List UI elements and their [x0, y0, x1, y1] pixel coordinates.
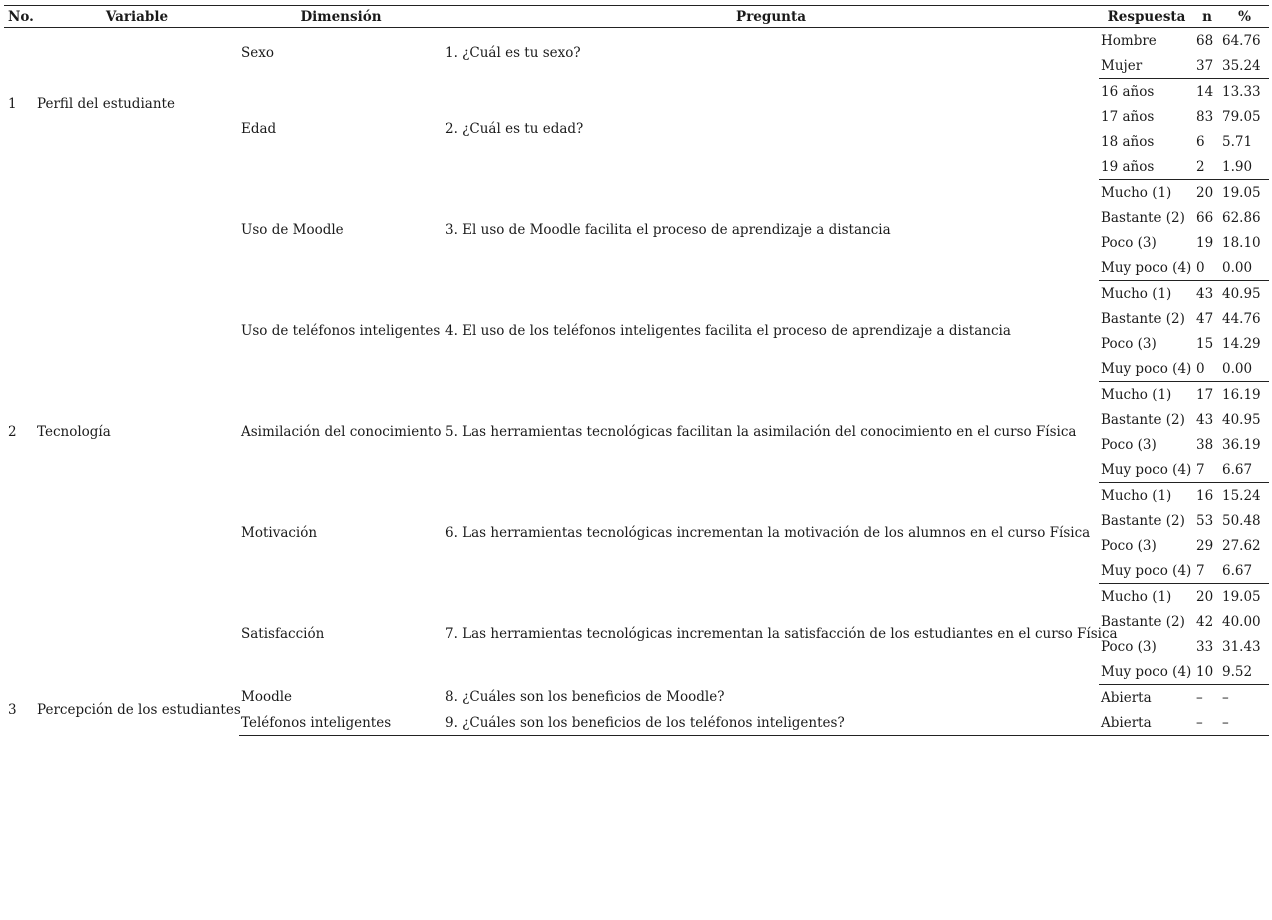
response-percent: 36.19: [1222, 436, 1261, 453]
response-label: Muy poco (4): [1099, 659, 1194, 685]
response-count: 20: [1196, 588, 1214, 605]
header-response: Respuesta: [1099, 6, 1194, 28]
response-percent: 44.76: [1222, 310, 1261, 327]
response-label: 18 años: [1101, 133, 1155, 150]
response-percent: 18.10: [1222, 234, 1261, 251]
response-label: Mucho (1): [1101, 184, 1172, 201]
response-label: Poco (3): [1101, 537, 1157, 554]
question-text: 7. Las herramientas tecnológicas incrementan la satisfacción de los estudiantes en el curso Física: [445, 626, 1118, 642]
question-text: 5. Las herramientas tecnológicas facilitan la asimilación del conocimiento en el curso Física: [445, 424, 1077, 440]
response-count: 33: [1196, 638, 1214, 655]
variable-name: Tecnología: [37, 424, 111, 440]
variable-number: 1: [8, 95, 17, 112]
response-count: 43: [1196, 285, 1214, 302]
response-count: 15: [1196, 335, 1214, 352]
response-percent: 6.67: [1220, 457, 1269, 483]
response-percent: 27.62: [1222, 537, 1261, 554]
dimension-name: Uso de teléfonos inteligentes: [241, 323, 441, 339]
response-count: 66: [1196, 209, 1214, 226]
dimension-name: Sexo: [241, 45, 274, 62]
header-dimension: Dimensión: [239, 6, 443, 28]
response-percent: –: [1222, 689, 1229, 706]
response-percent: 1.90: [1220, 154, 1269, 180]
table-header: [4, 6, 1269, 28]
dimension-name: Motivación: [241, 525, 318, 541]
response-label: Mucho (1): [1101, 285, 1172, 302]
response-percent: 16.19: [1222, 386, 1261, 403]
response-label: Muy poco (4): [1099, 457, 1194, 483]
response-count: 0: [1194, 255, 1220, 281]
question-text: 3. El uso de Moodle facilita el proceso de aprendizaje a distancia: [445, 222, 891, 238]
response-label: 17 años: [1101, 108, 1155, 125]
table-row: [4, 28, 1269, 54]
header-no: No.: [4, 6, 35, 28]
response-label: Muy poco (4): [1099, 558, 1194, 584]
response-count: 68: [1196, 32, 1214, 49]
dimension-name: Teléfonos inteligentes: [239, 710, 443, 736]
response-label: Mucho (1): [1101, 588, 1172, 605]
response-percent: 19.05: [1222, 588, 1261, 605]
response-percent: 0.00: [1220, 255, 1269, 281]
response-label: Poco (3): [1101, 335, 1157, 352]
table-row: [4, 685, 1269, 711]
header-variable: Variable: [35, 6, 239, 28]
response-count: 42: [1196, 613, 1214, 630]
response-count: –: [1194, 710, 1220, 736]
question-text: 6. Las herramientas tecnológicas incrementan la motivación de los alumnos en el curso Física: [445, 525, 1091, 541]
response-label: Mucho (1): [1101, 386, 1172, 403]
response-percent: 64.76: [1222, 32, 1261, 49]
response-label: Bastante (2): [1101, 411, 1185, 428]
question-text: 8. ¿Cuáles son los beneficios de Moodle?: [445, 689, 725, 706]
header-pct: %: [1220, 6, 1269, 28]
response-label: Muy poco (4): [1099, 255, 1194, 281]
response-percent: 9.52: [1220, 659, 1269, 685]
response-percent: 6.67: [1220, 558, 1269, 584]
dimension-name: Satisfacción: [241, 626, 325, 642]
response-count: –: [1196, 689, 1203, 706]
response-count: 10: [1194, 659, 1220, 685]
question-text: 4. El uso de los teléfonos inteligentes facilita el proceso de aprendizaje a distancia: [445, 323, 1011, 339]
response-count: 38: [1196, 436, 1214, 453]
response-label: Bastante (2): [1101, 512, 1185, 529]
response-percent: 50.48: [1222, 512, 1261, 529]
response-percent: 40.00: [1222, 613, 1261, 630]
response-count: 16: [1196, 487, 1214, 504]
response-percent: 40.95: [1222, 411, 1261, 428]
response-label: 16 años: [1101, 83, 1155, 100]
response-count: 83: [1196, 108, 1214, 125]
response-label: Abierta: [1101, 689, 1152, 706]
dimension-name: Asimilación del conocimiento: [241, 424, 442, 440]
response-label: Mujer: [1099, 53, 1194, 79]
response-label: Bastante (2): [1101, 310, 1185, 327]
response-label: Bastante (2): [1101, 209, 1185, 226]
response-label: Poco (3): [1101, 436, 1157, 453]
response-percent: 62.86: [1222, 209, 1261, 226]
response-count: 17: [1196, 386, 1214, 403]
response-label: Poco (3): [1101, 234, 1157, 251]
response-label: Hombre: [1101, 32, 1157, 49]
response-label: Bastante (2): [1101, 613, 1185, 630]
response-count: 47: [1196, 310, 1214, 327]
question-text: 1. ¿Cuál es tu sexo?: [445, 45, 581, 62]
response-count: 53: [1196, 512, 1214, 529]
variable-name: Perfil del estudiante: [37, 95, 175, 112]
question-text: 2. ¿Cuál es tu edad?: [445, 121, 584, 137]
dimension-name: Uso de Moodle: [241, 222, 344, 238]
response-count: 2: [1194, 154, 1220, 180]
response-percent: 79.05: [1222, 108, 1261, 125]
survey-table: [4, 5, 1269, 736]
response-label: Mucho (1): [1101, 487, 1172, 504]
variable-number: 2: [8, 424, 17, 440]
response-percent: 19.05: [1222, 184, 1261, 201]
response-count: 43: [1196, 411, 1214, 428]
response-percent: 14.29: [1222, 335, 1261, 352]
response-count: 14: [1196, 83, 1214, 100]
response-percent: 40.95: [1222, 285, 1261, 302]
response-percent: 0.00: [1220, 356, 1269, 382]
response-count: 29: [1196, 537, 1214, 554]
table-row: [4, 180, 1269, 206]
response-count: 7: [1194, 558, 1220, 584]
response-count: 0: [1194, 356, 1220, 382]
response-percent: 15.24: [1222, 487, 1261, 504]
response-count: 7: [1194, 457, 1220, 483]
response-label: Poco (3): [1101, 638, 1157, 655]
response-label: Muy poco (4): [1099, 356, 1194, 382]
response-count: 6: [1196, 133, 1205, 150]
question-text: 9. ¿Cuáles son los beneficios de los teléfonos inteligentes?: [443, 710, 1099, 736]
response-percent: 35.24: [1220, 53, 1269, 79]
response-label: Abierta: [1099, 710, 1194, 736]
variable-number: 3: [8, 702, 17, 718]
response-percent: 31.43: [1222, 638, 1261, 655]
dimension-name: Moodle: [241, 689, 293, 706]
variable-name: Percepción de los estudiantes: [37, 702, 241, 718]
response-count: 19: [1196, 234, 1214, 251]
response-label: 19 años: [1099, 154, 1194, 180]
response-count: 37: [1194, 53, 1220, 79]
response-percent: 13.33: [1222, 83, 1261, 100]
response-count: 20: [1196, 184, 1214, 201]
response-percent: –: [1220, 710, 1269, 736]
header-n: n: [1194, 6, 1220, 28]
header-question: Pregunta: [443, 6, 1099, 28]
dimension-name: Edad: [241, 121, 277, 137]
table-body: [4, 28, 1269, 736]
response-percent: 5.71: [1222, 133, 1253, 150]
